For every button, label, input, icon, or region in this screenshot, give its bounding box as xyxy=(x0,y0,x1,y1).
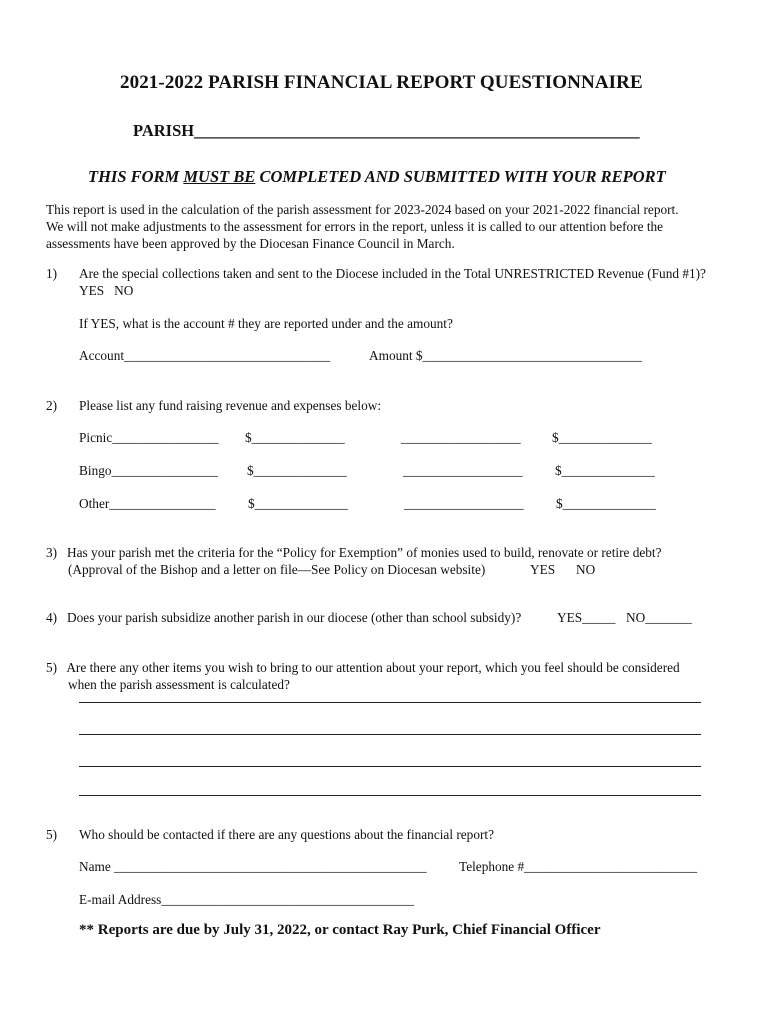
q3-yes-option[interactable]: YES xyxy=(530,562,556,577)
q5-question: 5) Are there any other items you wish to bring to our attention about your report, which you feel should be considered xyxy=(46,660,680,675)
q2-question: Please list any fund raising revenue and expenses below: xyxy=(79,398,382,413)
q4-question: 4) Does your parish subsidize another parish in our diocese (other than school subsidy)? xyxy=(46,610,522,625)
q4-no-field[interactable]: NO_______ xyxy=(626,610,692,625)
q2-picnic-amount2-field[interactable]: $______________ xyxy=(552,430,652,445)
parish-blank[interactable]: ______________________________________________________ xyxy=(194,121,640,140)
q3-question: 3) Has your parish met the criteria for the “Policy for Exemption” of monies used to build, renovate or retire debt? xyxy=(46,545,662,560)
q5-answer-line-4[interactable] xyxy=(79,795,701,796)
q3-no-option[interactable]: NO xyxy=(576,562,596,577)
q5-answer-line-2[interactable] xyxy=(79,734,701,735)
q1-followup: If YES, what is the account # they are reported under and the amount? xyxy=(79,316,453,331)
q2-bingo-amount-field[interactable]: $______________ xyxy=(247,463,347,478)
q2-other-amount-field[interactable]: $______________ xyxy=(248,496,348,511)
contact-email-field[interactable]: E-mail Address______________________________________ xyxy=(79,892,414,907)
q2-other-amount2-field[interactable]: $______________ xyxy=(556,496,656,511)
q2-other-label-field[interactable]: Other________________ xyxy=(79,496,216,511)
parish-field[interactable] xyxy=(133,121,640,141)
q6-question: Who should be contacted if there are any questions about the financial report? xyxy=(79,827,495,842)
form-requirement-notice xyxy=(88,167,666,187)
intro-line-2: We will not make adjustments to the assessment for errors in the report, unless it is called to our attention before the xyxy=(46,219,664,234)
q2-bingo-extra-field[interactable]: __________________ xyxy=(403,463,523,478)
notice-underlined: MUST BE xyxy=(183,167,256,186)
intro-line-1: This report is used in the calculation of the parish assessment for 2023-2024 based on your 2021-2022 financial report. xyxy=(46,202,679,217)
q1-question: Are the special collections taken and sent to the Diocese included in the Total UNRESTRICTED Revenue (Fund #1)? xyxy=(79,266,706,281)
q2-picnic-label-field[interactable]: Picnic________________ xyxy=(79,430,219,445)
q2-bingo-label-field[interactable]: Bingo________________ xyxy=(79,463,218,478)
q4-yes-field[interactable]: YES_____ xyxy=(557,610,616,625)
notice-before: THIS FORM xyxy=(88,167,184,186)
q5-question-line2: when the parish assessment is calculated? xyxy=(68,677,290,692)
parish-label: PARISH xyxy=(133,121,195,140)
q2-picnic-amount-field[interactable]: $______________ xyxy=(245,430,345,445)
q5-answer-line-1[interactable] xyxy=(79,702,701,703)
notice-after: COMPLETED AND SUBMITTED WITH YOUR REPORT xyxy=(255,167,666,186)
page-title: 2021-2022 PARISH FINANCIAL REPORT QUESTIONNAIRE xyxy=(120,72,643,93)
q2-picnic-extra-field[interactable]: __________________ xyxy=(401,430,521,445)
q6-number: 5) xyxy=(46,827,58,842)
contact-name-field[interactable]: Name _______________________________________________ xyxy=(79,859,427,874)
q1-number: 1) xyxy=(46,266,58,281)
q1-account-field[interactable]: Account_______________________________ xyxy=(79,348,331,363)
q1-options[interactable]: YES NO xyxy=(79,283,134,298)
intro-line-3: assessments have been approved by the Diocesan Finance Council in March. xyxy=(46,236,455,251)
q2-number: 2) xyxy=(46,398,58,413)
due-date-notice: ** Reports are due by July 31, 2022, or contact Ray Purk, Chief Financial Officer xyxy=(79,922,601,938)
q2-bingo-amount2-field[interactable]: $______________ xyxy=(555,463,655,478)
q1-amount-field[interactable]: Amount $_________________________________ xyxy=(369,348,642,363)
q5-answer-line-3[interactable] xyxy=(79,766,701,767)
q3-question-line2: (Approval of the Bishop and a letter on file—See Policy on Diocesan website) xyxy=(68,562,486,577)
q2-other-extra-field[interactable]: __________________ xyxy=(404,496,524,511)
contact-telephone-field[interactable]: Telephone #__________________________ xyxy=(459,859,698,874)
